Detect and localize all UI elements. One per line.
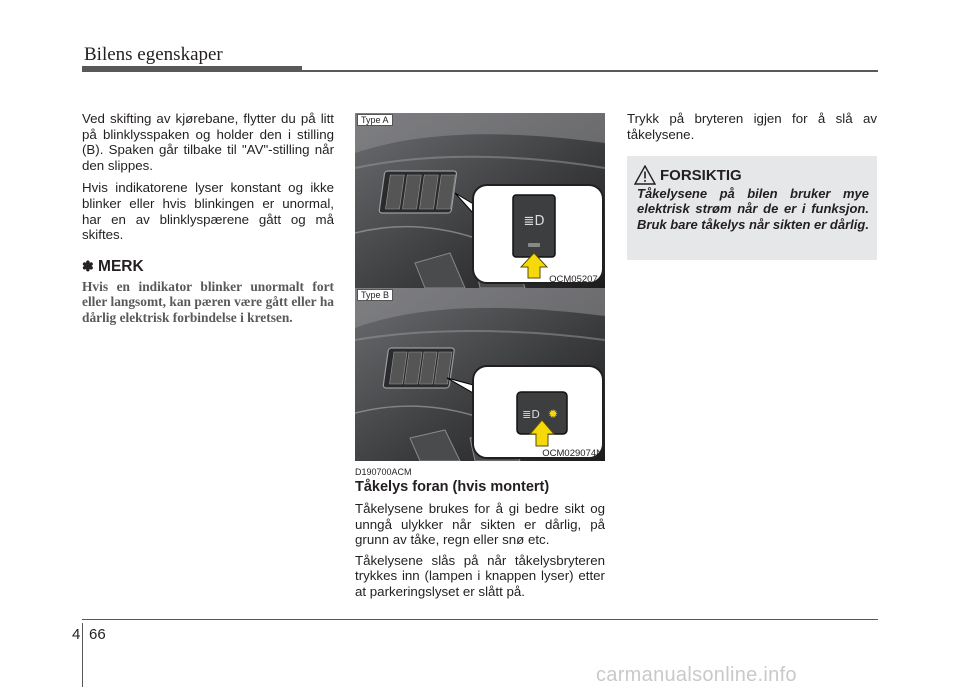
- footer-divider: [82, 623, 83, 687]
- paragraph-lane-change: Ved skifting av kjørebane, flytter du på litt på blinklysspaken og holder den i stilling (B). Spaken går tilbake til "AV"-stilling når den slippes.: [82, 111, 334, 173]
- note-body: Hvis en indikator blinker unormalt fort eller langsomt, kan pæren være gått eller ha dårlig elektrisk forbindelse i kretsen.: [82, 278, 334, 325]
- indicator-lamp-icon: ✹: [547, 407, 559, 421]
- caution-body: Tåkelysene på bilen bruker mye elektrisk strøm når de er i funksjon. Bruk bare tåkelys når sikten er dårlig.: [637, 186, 869, 232]
- type-a-label: Type A: [357, 114, 393, 126]
- figure-type-a: [355, 113, 605, 288]
- fog-light-icon: ≣D: [522, 408, 540, 421]
- fog-light-icon: ≣D: [523, 214, 545, 229]
- column-1: [82, 111, 334, 326]
- note-star-icon: ✽: [82, 257, 94, 274]
- paragraph-fog-purpose: Tåkelysene brukes for å gi bedre sikt og unngå ulykker når sikten er dårlig, på grunn av tåke, regn eller snø etc.: [355, 501, 605, 548]
- watermark-logo: carmanualsonline.info: [596, 664, 797, 686]
- section-code: D190700ACM: [355, 467, 412, 477]
- note-heading-label: MERK: [98, 257, 144, 275]
- type-b-label: Type B: [357, 289, 393, 301]
- note-heading: [82, 258, 334, 276]
- column-2: [355, 467, 605, 605]
- chapter-number: 4: [72, 626, 81, 643]
- paragraph-fog-activation: Tåkelysene slås på når tåkelysbryteren trykkes inn (lampen i knappen lyser) etter at parkeringslyset er slått på.: [355, 552, 605, 599]
- header-bar: [82, 66, 302, 72]
- warning-triangle-icon: [634, 165, 656, 185]
- paragraph-fog-off: Trykk på bryteren igjen for å slå av tåkelysene.: [627, 111, 877, 142]
- figure-type-b: [355, 288, 605, 461]
- page-number: 66: [89, 626, 106, 643]
- header-rule: [302, 70, 878, 72]
- figure-b-code: OCM029074N: [542, 448, 603, 459]
- caution-title: FORSIKTIG: [660, 167, 742, 184]
- section-title: Tåkelys foran (hvis montert): [355, 479, 550, 495]
- dashboard-illustration-b: [355, 288, 605, 461]
- paragraph-indicator-fault: Hvis indikatorene lyser konstant og ikke blinker eller hvis blinkingen er unormal, har en av blinklyspærene gått og må skiftes.: [82, 180, 334, 243]
- dashboard-illustration-a: [355, 113, 605, 288]
- figure-a-code: OCM052074: [549, 274, 603, 285]
- section-header-title: Bilens egenskaper: [84, 44, 223, 65]
- column-3: [627, 111, 877, 142]
- footer-rule: [82, 619, 878, 620]
